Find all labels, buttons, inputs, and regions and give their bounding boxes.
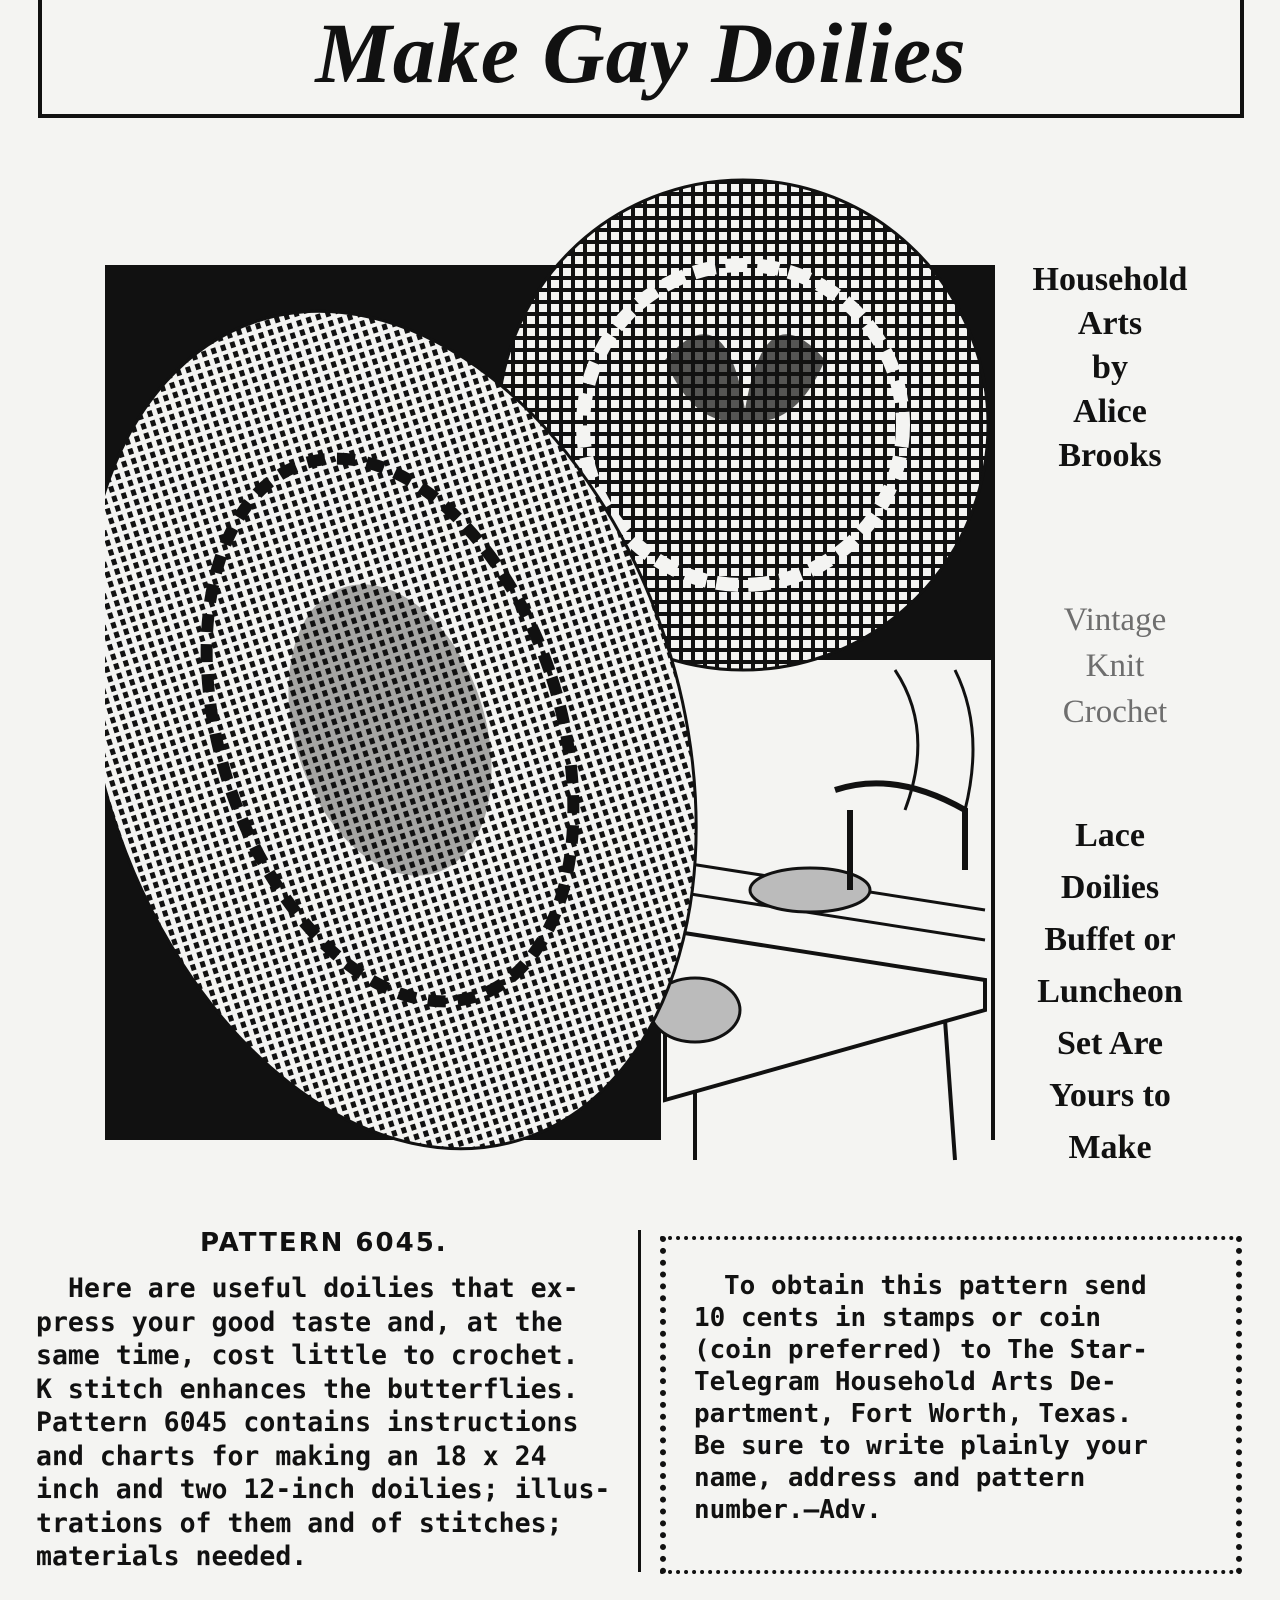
page-title: Make Gay Doilies: [315, 5, 967, 101]
order-line: 10 cents in stamps or coin: [694, 1303, 1101, 1333]
tagline-line: Luncheon: [1037, 973, 1183, 1010]
description-line: trations of them and of stitches;: [36, 1507, 563, 1539]
description-line: Pattern 6045 contains instructions: [36, 1407, 579, 1438]
description-line: K stitch enhances the butterflies.: [36, 1373, 579, 1405]
description-line: materials needed.: [36, 1541, 308, 1572]
pattern-description: [36, 1272, 628, 1574]
column-divider: [638, 1230, 641, 1572]
tagline-line: Set Are: [1056, 1025, 1164, 1062]
order-line: (coin preferred) to The Star-: [694, 1335, 1148, 1365]
tagline-line: Doilies: [1060, 869, 1160, 906]
description-line: same time, cost little to crochet.: [36, 1340, 579, 1371]
tagline-line: Yours to: [1049, 1077, 1171, 1114]
household-arts-heading: [1005, 258, 1215, 478]
order-info-box: [660, 1236, 1242, 1574]
household-arts-line: Brooks: [1058, 437, 1162, 474]
order-instructions: [694, 1270, 1204, 1526]
order-line: Telegram Household Arts De-: [694, 1367, 1117, 1397]
masthead: [38, 0, 1244, 118]
order-line: Be sure to write plainly your: [694, 1431, 1148, 1461]
description-line: inch and two 12-inch doilies; illus-: [36, 1474, 611, 1505]
tagline: [1010, 810, 1210, 1174]
household-arts-line: Household: [1032, 261, 1188, 298]
doilies-illustration: [105, 170, 1015, 1180]
tagline-line: Buffet or: [1044, 921, 1176, 958]
table-scene: [650, 660, 991, 1160]
pattern-title: PATTERN 6045.: [200, 1228, 448, 1258]
household-arts-line: by: [1092, 349, 1128, 386]
tagline-line: Make: [1068, 1129, 1152, 1166]
watermark: [1020, 597, 1210, 735]
description-line: Here are useful doilies that ex-: [68, 1273, 579, 1304]
description-line: press your good taste and, at the: [36, 1306, 563, 1338]
household-arts-line: Alice: [1073, 393, 1147, 430]
watermark-line: Vintage: [1063, 602, 1167, 638]
watermark-line: Crochet: [1062, 694, 1168, 730]
order-line: name, address and pattern: [694, 1463, 1086, 1493]
watermark-line: Knit: [1085, 648, 1145, 684]
order-line: number.—Adv.: [694, 1495, 882, 1525]
tagline-line: Lace: [1075, 817, 1145, 854]
description-line: and charts for making an 18 x 24: [36, 1440, 547, 1472]
household-arts-line: Arts: [1077, 305, 1143, 342]
order-line: To obtain this pattern send: [724, 1271, 1147, 1301]
order-line: partment, Fort Worth, Texas.: [694, 1399, 1133, 1429]
